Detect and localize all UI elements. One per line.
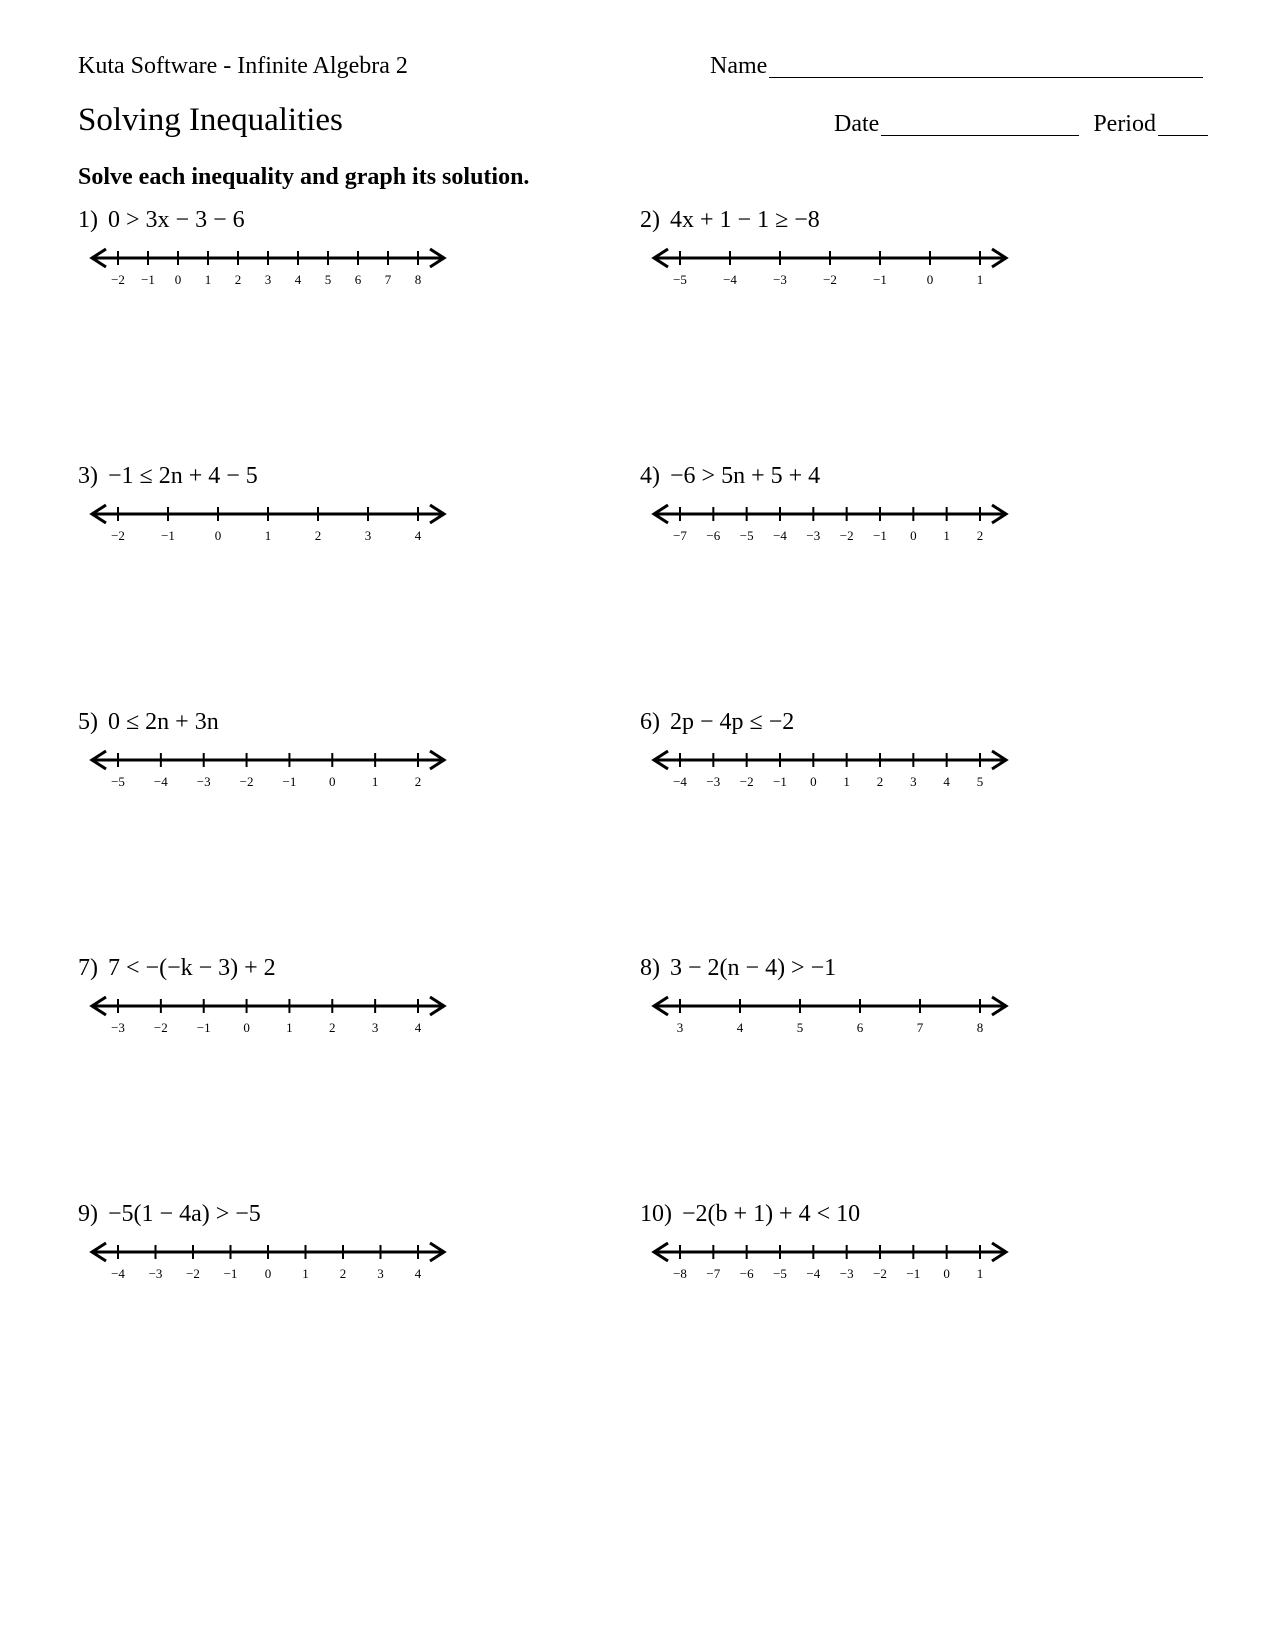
tick-label: 3 <box>910 774 917 789</box>
problem-number: 1) <box>78 207 98 233</box>
problem-expression: −5(1 − 4a) > −5 <box>108 1201 261 1227</box>
tick-label: 2 <box>234 272 242 287</box>
problem-2 <box>640 208 1060 328</box>
tick-label: 4 <box>294 272 302 287</box>
tick-label: −3 <box>196 774 211 789</box>
tick-label: −3 <box>111 1020 125 1035</box>
tick-label: −4 <box>806 1266 821 1281</box>
tick-label: 2 <box>876 774 884 789</box>
tick-label: 0 <box>264 1266 272 1281</box>
problem-equation <box>78 464 258 488</box>
tick-label: −6 <box>706 528 721 543</box>
tick-label: −3 <box>148 1266 163 1281</box>
tick-label: 6 <box>354 272 362 287</box>
tick-label: 4 <box>414 1266 422 1281</box>
problem-number: 5) <box>78 709 98 735</box>
problem-4 <box>640 464 1060 584</box>
tick-label: 4 <box>414 1020 422 1035</box>
tick-label: −1 <box>773 774 787 789</box>
tick-label: 1 <box>286 1020 293 1035</box>
problem-number: 8) <box>640 955 660 981</box>
tick-label: −4 <box>153 774 168 789</box>
tick-label: −4 <box>111 1266 125 1281</box>
tick-label: −4 <box>773 528 787 543</box>
tick-label: −2 <box>111 528 125 543</box>
tick-label: −2 <box>111 272 125 287</box>
problem-equation <box>78 1202 261 1226</box>
problem-equation <box>78 710 219 734</box>
tick-label: 1 <box>371 774 379 789</box>
tick-label: 1 <box>264 528 272 543</box>
tick-label: −2 <box>873 1266 887 1281</box>
tick-label: −5 <box>773 1266 787 1281</box>
problem-number: 6) <box>640 709 660 735</box>
tick-label: 3 <box>377 1266 384 1281</box>
problem-equation <box>640 464 820 488</box>
problem-equation <box>640 1202 860 1226</box>
tick-label: 0 <box>174 272 182 287</box>
tick-label: 1 <box>943 528 950 543</box>
tick-label: 5 <box>976 774 984 789</box>
tick-label: 3 <box>364 528 372 543</box>
tick-label: 3 <box>264 272 272 287</box>
tick-label: −7 <box>706 1266 721 1281</box>
tick-label: −2 <box>823 272 837 287</box>
problem-number: 7) <box>78 955 98 981</box>
number-line[interactable] <box>78 992 458 1044</box>
name-field[interactable] <box>710 54 1203 78</box>
problem-number: 9) <box>78 1201 98 1227</box>
problem-9 <box>78 1202 498 1322</box>
tick-label: −4 <box>673 774 687 789</box>
problem-expression: 3 − 2(n − 4) > −1 <box>670 955 837 981</box>
problem-number: 4) <box>640 463 660 489</box>
tick-label: 1 <box>976 272 984 287</box>
tick-label: 0 <box>329 774 336 789</box>
problem-equation <box>78 208 245 232</box>
tick-label: 4 <box>414 528 422 543</box>
tick-label: −2 <box>186 1266 200 1281</box>
tick-label: −8 <box>673 1266 687 1281</box>
problem-expression: −2(b + 1) + 4 < 10 <box>682 1201 861 1227</box>
tick-label: 2 <box>414 774 422 789</box>
tick-label: −5 <box>111 774 125 789</box>
problem-equation <box>78 956 276 980</box>
tick-label: 7 <box>384 272 392 287</box>
name-blank-line[interactable] <box>769 54 1203 78</box>
problem-7 <box>78 956 498 1076</box>
tick-label: 1 <box>843 774 850 789</box>
instructions: Solve each inequality and graph its solution. <box>78 164 530 190</box>
tick-label: −5 <box>673 272 687 287</box>
problem-equation <box>640 710 794 734</box>
tick-label: −2 <box>153 1020 168 1035</box>
number-line[interactable] <box>78 500 458 552</box>
tick-label: −2 <box>839 528 854 543</box>
tick-label: 3 <box>371 1020 379 1035</box>
number-line[interactable] <box>78 746 458 798</box>
tick-label: 0 <box>943 1266 950 1281</box>
tick-label: −3 <box>706 774 721 789</box>
tick-label: −1 <box>223 1266 238 1281</box>
problem-10 <box>640 1202 1060 1322</box>
tick-label: −6 <box>739 1266 754 1281</box>
period-blank-line[interactable] <box>1158 112 1208 136</box>
problem-expression: 7 < −(−k − 3) + 2 <box>108 955 276 981</box>
tick-label: −1 <box>196 1020 211 1035</box>
date-blank-line[interactable] <box>881 112 1079 136</box>
tick-label: 0 <box>810 774 817 789</box>
problem-3 <box>78 464 498 584</box>
problem-equation <box>640 956 836 980</box>
tick-label: 4 <box>943 774 950 789</box>
tick-label: −1 <box>161 528 175 543</box>
name-label: Name <box>710 53 768 79</box>
tick-label: 2 <box>976 528 984 543</box>
problem-expression: 2p − 4p ≤ −2 <box>670 709 795 735</box>
tick-label: −3 <box>839 1266 854 1281</box>
tick-label: −1 <box>141 272 155 287</box>
worksheet-title: Solving Inequalities <box>78 102 343 138</box>
tick-label: 1 <box>204 272 212 287</box>
problem-number: 2) <box>640 207 660 233</box>
tick-label: 8 <box>414 272 422 287</box>
tick-label: 2 <box>339 1266 347 1281</box>
number-line[interactable] <box>640 500 1020 552</box>
date-label: Date <box>834 111 880 137</box>
number-line[interactable] <box>78 244 458 296</box>
tick-label: −5 <box>739 528 754 543</box>
tick-label: 0 <box>214 528 222 543</box>
problem-5 <box>78 710 498 830</box>
tick-label: 2 <box>314 528 322 543</box>
problem-1 <box>78 208 498 328</box>
date-period-fields <box>834 112 1208 136</box>
tick-label: 3 <box>676 1020 684 1035</box>
publisher-header: Kuta Software - Infinite Algebra 2 <box>78 53 408 79</box>
tick-label: 7 <box>916 1020 924 1035</box>
tick-label: 0 <box>926 272 934 287</box>
tick-label: −4 <box>723 272 737 287</box>
problem-equation <box>640 208 820 232</box>
tick-label: −1 <box>873 528 887 543</box>
tick-label: −1 <box>873 272 887 287</box>
problem-6 <box>640 710 1060 830</box>
problem-number: 3) <box>78 463 98 489</box>
problem-expression: 0 > 3x − 3 − 6 <box>108 207 245 233</box>
problem-8 <box>640 956 1060 1076</box>
tick-label: 0 <box>910 528 917 543</box>
tick-label: −1 <box>282 774 297 789</box>
number-line[interactable] <box>78 1238 458 1290</box>
tick-label: 5 <box>796 1020 804 1035</box>
tick-label: −3 <box>773 272 787 287</box>
problem-expression: 0 ≤ 2n + 3n <box>108 709 219 735</box>
number-line[interactable] <box>640 992 1020 1044</box>
period-label: Period <box>1093 111 1156 137</box>
number-line[interactable] <box>640 746 1020 798</box>
tick-label: 2 <box>329 1020 336 1035</box>
tick-label: 5 <box>324 272 332 287</box>
tick-label: −7 <box>673 528 687 543</box>
tick-label: 1 <box>302 1266 309 1281</box>
problem-expression: −6 > 5n + 5 + 4 <box>670 463 821 489</box>
tick-label: 4 <box>736 1020 744 1035</box>
tick-label: −2 <box>739 774 754 789</box>
tick-label: −3 <box>806 528 821 543</box>
tick-label: 1 <box>976 1266 984 1281</box>
number-line[interactable] <box>640 244 1020 296</box>
problem-number: 10) <box>640 1201 672 1227</box>
tick-label: 6 <box>856 1020 864 1035</box>
problem-expression: −1 ≤ 2n + 4 − 5 <box>108 463 258 489</box>
tick-label: 0 <box>243 1020 250 1035</box>
tick-label: 8 <box>976 1020 984 1035</box>
tick-label: −2 <box>239 774 254 789</box>
problem-expression: 4x + 1 − 1 ≥ −8 <box>670 207 820 233</box>
tick-label: −1 <box>906 1266 921 1281</box>
number-line[interactable] <box>640 1238 1020 1290</box>
